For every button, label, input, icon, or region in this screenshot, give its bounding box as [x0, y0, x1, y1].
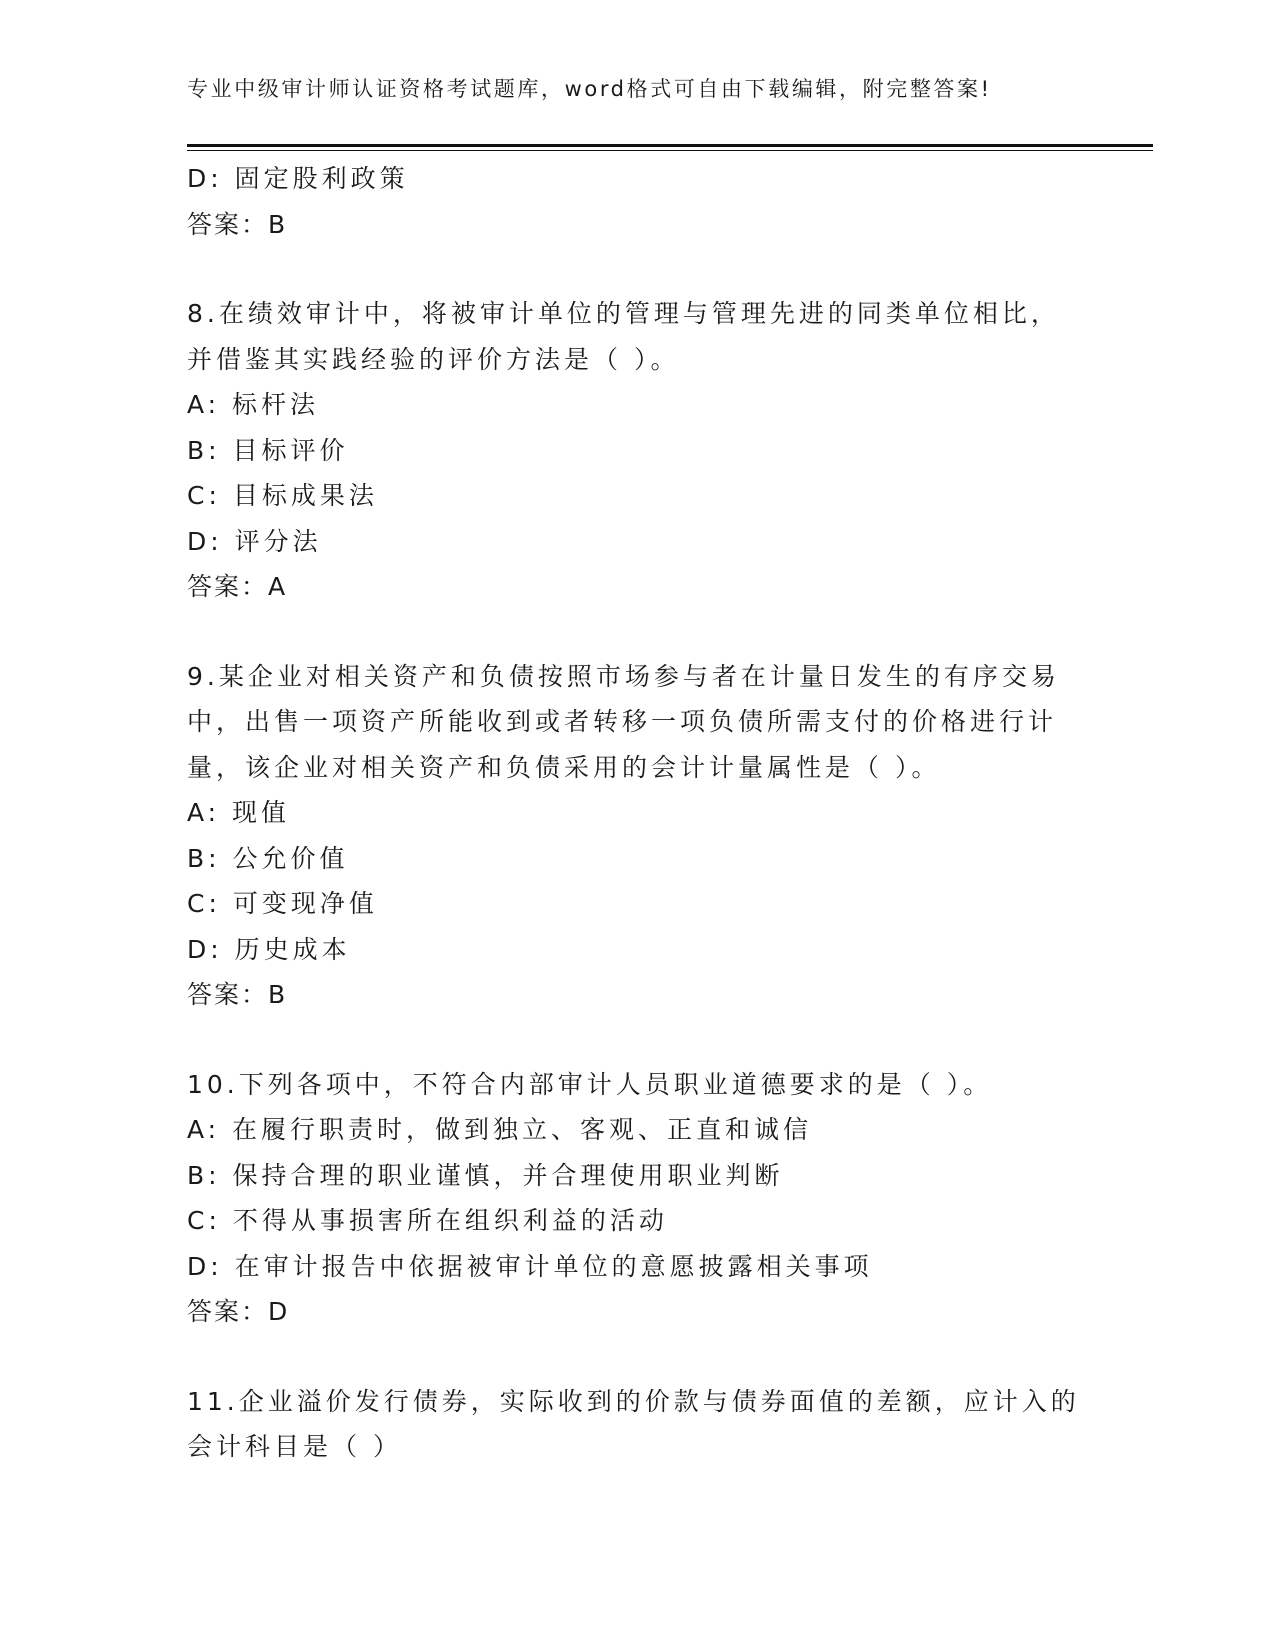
question-block: [187, 1379, 1147, 1470]
option-line: C: 不得从事损害所在组织利益的活动: [187, 1206, 668, 1235]
question-text-line: 9.某企业对相关资产和负债按照市场参与者在计量日发生的有序交易: [187, 661, 1060, 691]
option-line: A: 在履行职责时，做到独立、客观、正直和诚信: [187, 1115, 813, 1144]
answer-line: 答案：D: [187, 1297, 290, 1326]
option-line: A: 现值: [187, 798, 291, 827]
question-block: [187, 1062, 1147, 1335]
page-header: 专业中级审计师认证资格考试题库，word格式可自由下载编辑，附完整答案!: [187, 77, 992, 101]
header-divider-thick: [187, 144, 1153, 147]
option-line: A: 标杆法: [187, 390, 320, 419]
question-text-line: 会计科目是（ ）: [187, 1432, 402, 1461]
option-line: D: 在审计报告中依据被审计单位的意愿披露相关事项: [187, 1251, 873, 1281]
question-spacer: [187, 1018, 1147, 1062]
question-list: [187, 156, 1147, 1470]
answer-line: 答案：B: [187, 209, 288, 239]
question-text-line: 11.企业溢价发行债券，实际收到的价款与债券面值的差额，应计入的: [187, 1386, 1080, 1416]
option-line: B: 公允价值: [187, 843, 349, 873]
question-spacer: [187, 1335, 1147, 1379]
answer-line: 答案：A: [187, 572, 288, 601]
option-line: D: 固定股利政策: [187, 164, 409, 193]
option-line: C: 可变现净值: [187, 889, 378, 918]
question-text-line: 量，该企业对相关资产和负债采用的会计计量属性是（ ）。: [187, 752, 941, 782]
question-spacer: [187, 610, 1147, 654]
option-line: D: 历史成本: [187, 934, 351, 964]
question-text-line: 10.下列各项中，不符合内部审计人员职业道德要求的是（ ）。: [187, 1069, 993, 1099]
question-block: [187, 291, 1147, 610]
answer-line: 答案：B: [187, 980, 288, 1009]
question-block: [187, 654, 1147, 1018]
question-text-line: 并借鉴其实践经验的评价方法是（ ）。: [187, 344, 680, 374]
option-line: B: 目标评价: [187, 435, 349, 465]
question-block: [187, 156, 1147, 247]
question-text-line: 8.在绩效审计中，将被审计单位的管理与管理先进的同类单位相比，: [187, 299, 1060, 328]
option-line: B: 保持合理的职业谨慎，并合理使用职业判断: [187, 1160, 784, 1190]
header-divider-thin: [187, 150, 1153, 151]
question-spacer: [187, 247, 1147, 291]
option-line: C: 目标成果法: [187, 481, 378, 510]
question-text-line: 中，出售一项资产所能收到或者转移一项负债所需支付的价格进行计: [187, 707, 1058, 736]
option-line: D: 评分法: [187, 526, 322, 556]
